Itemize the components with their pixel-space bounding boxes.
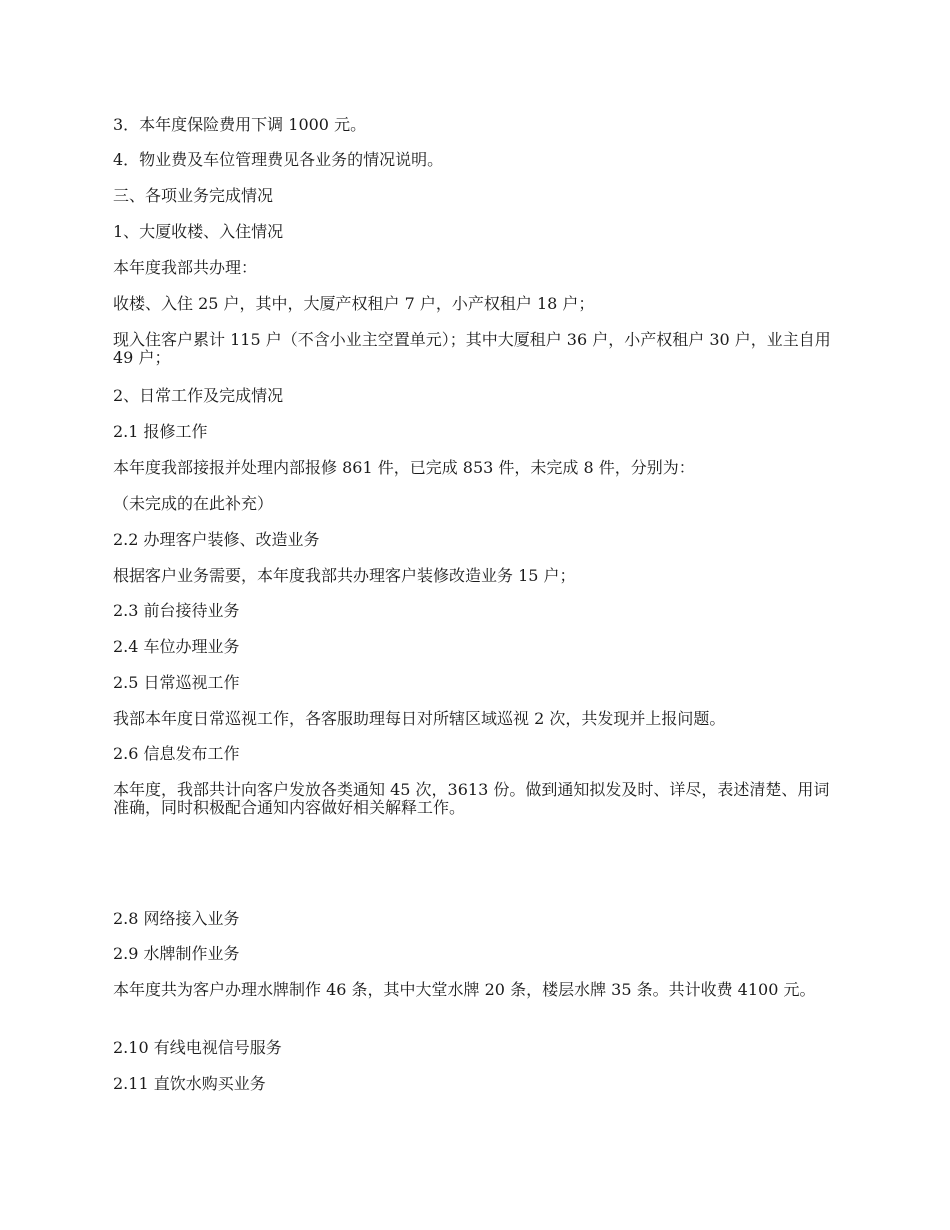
heading-move-in: 1、大厦收楼、入住情况	[113, 222, 284, 241]
heading-2-3: 2.3 前台接待业务	[113, 601, 240, 620]
paragraph-renovation: 根据客户业务需要，本年度我部共办理客户装修改造业务 15 户；	[113, 566, 576, 585]
heading-2-6: 2.6 信息发布工作	[113, 744, 240, 763]
heading-2-1: 2.1 报修工作	[113, 422, 208, 441]
paragraph-unfinished-note: （未完成的在此补充）	[113, 494, 274, 513]
heading-section-three: 三、各项业务完成情况	[113, 186, 274, 205]
heading-2-11: 2.11 直饮水购买业务	[113, 1074, 266, 1093]
heading-daily-work: 2、日常工作及完成情况	[113, 386, 284, 405]
paragraph-insurance: 3．本年度保险费用下调 1000 元。	[113, 115, 367, 134]
heading-2-5: 2.5 日常巡视工作	[113, 673, 240, 692]
paragraph-notices: 本年度，我部共计向客户发放各类通知 45 次，3613 份。做到通知拟发及时、详尽，表述清楚、用词准确，同时积极配合通知内容做好相关解释工作。	[113, 780, 830, 817]
paragraph-current-tenants: 现入住客户累计 115 户（不含小业主空置单元）；其中大厦租户 36 户，小产权租户 30 户，业主自用 49 户；	[113, 330, 831, 367]
heading-2-10: 2.10 有线电视信号服务	[113, 1038, 282, 1057]
heading-2-9: 2.9 水牌制作业务	[113, 944, 240, 963]
paragraph-repairs: 本年度我部接报并处理内部报修 861 件，已完成 853 件，未完成 8 件，分别为：	[113, 458, 695, 477]
heading-2-8: 2.8 网络接入业务	[113, 909, 240, 928]
paragraph-intro: 本年度我部共办理：	[113, 258, 258, 277]
paragraph-patrol: 我部本年度日常巡视工作，各客服助理每日对所辖区域巡视 2 次，共发现并上报问题。	[113, 709, 726, 728]
paragraph-move-in-count: 收楼、入住 25 户，其中，大厦产权租户 7 户，小产权租户 18 户；	[113, 294, 595, 313]
paragraph-property-fee: 4．物业费及车位管理费见各业务的情况说明。	[113, 150, 444, 169]
heading-2-4: 2.4 车位办理业务	[113, 637, 240, 656]
paragraph-signage: 本年度共为客户办理水牌制作 46 条，其中大堂水牌 20 条，楼层水牌 35 条。共计收费 4100 元。	[113, 980, 816, 999]
heading-2-2: 2.2 办理客户装修、改造业务	[113, 530, 320, 549]
